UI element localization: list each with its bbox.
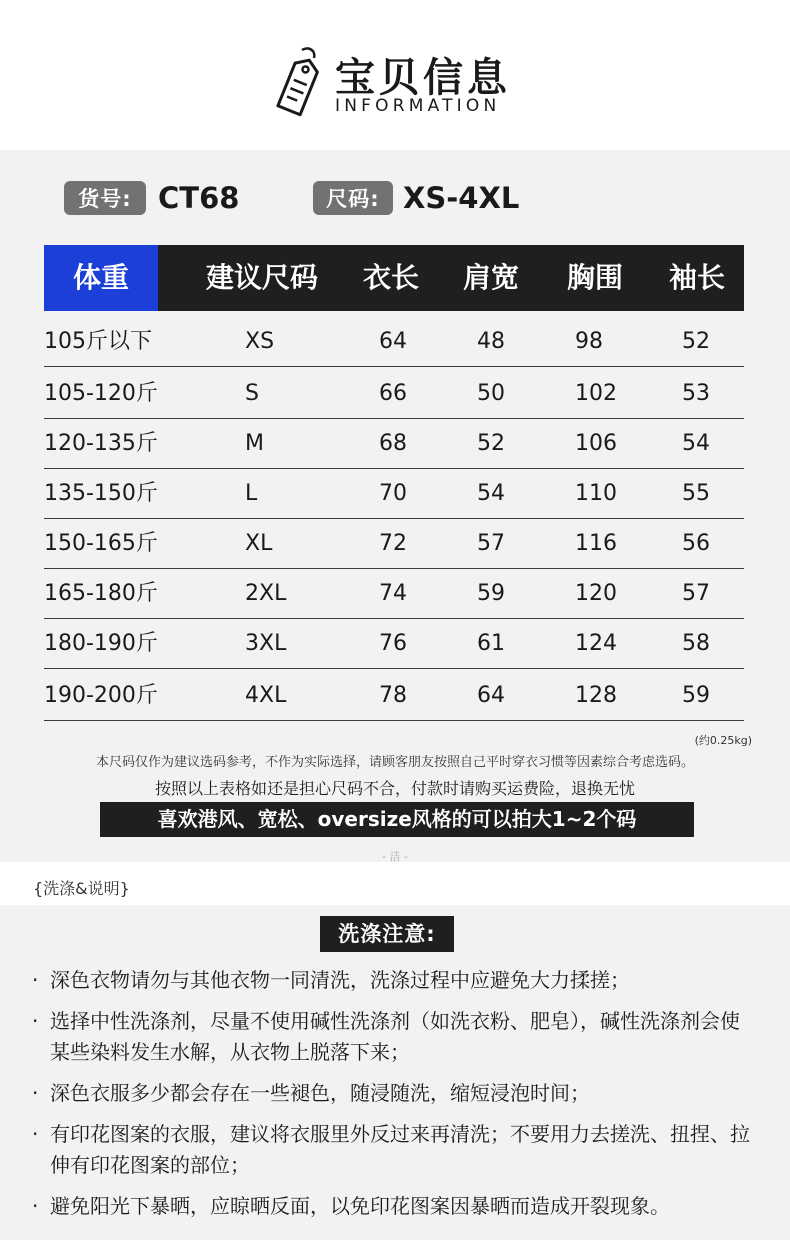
cell-shoulder: 64 bbox=[477, 683, 505, 708]
cell-size: M bbox=[245, 431, 264, 456]
cell-sleeve: 53 bbox=[682, 381, 710, 406]
cell-length: 64 bbox=[379, 329, 407, 354]
cell-shoulder: 50 bbox=[477, 381, 505, 406]
cell-chest: 98 bbox=[575, 329, 603, 354]
cell-shoulder: 61 bbox=[477, 631, 505, 656]
cell-length: 68 bbox=[379, 431, 407, 456]
cell-sleeve: 59 bbox=[682, 683, 710, 708]
table-row bbox=[44, 569, 744, 619]
wash-item-text: 深色衣物请勿与其他衣物一同清洗，洗涤过程中应避免大力揉搓； bbox=[50, 968, 630, 992]
cell-chest: 110 bbox=[575, 481, 617, 506]
wash-list bbox=[28, 965, 758, 1232]
oversize-banner: 喜欢港风、宽松、oversize风格的可以拍大1~2个码 bbox=[100, 802, 694, 837]
table-row bbox=[44, 317, 744, 367]
cell-sleeve: 58 bbox=[682, 631, 710, 656]
header-size: 建议尺码 bbox=[205, 261, 318, 294]
size-section bbox=[0, 150, 790, 862]
page-subtitle: INFORMATION bbox=[335, 96, 501, 116]
cell-chest: 102 bbox=[575, 381, 617, 406]
wash-item-text: 有印花图案的衣服，建议将衣服里外反过来再清洗；不要用力去搓洗、扭捏、拉伸有印花图案的部位； bbox=[50, 1122, 750, 1177]
list-item bbox=[28, 1119, 758, 1181]
cell-sleeve: 57 bbox=[682, 581, 710, 606]
header bbox=[0, 0, 790, 150]
table-row bbox=[44, 671, 744, 721]
list-item bbox=[28, 1078, 758, 1109]
header-weight: 体重 bbox=[44, 245, 158, 311]
wash-item-text: 选择中性洗涤剂，尽量不使用碱性洗涤剂（如洗衣粉、肥皂），碱性洗涤剂会使某些染料发生水解，从衣物上脱落下来； bbox=[50, 1009, 740, 1064]
cell-length: 72 bbox=[379, 531, 407, 556]
insurance-text: 按照以上表格如还是担心尺码不合，付款时请购买运费险，退换无忧 bbox=[154, 779, 635, 798]
cell-shoulder: 59 bbox=[477, 581, 505, 606]
cell-shoulder: 57 bbox=[477, 531, 505, 556]
wash-section-label: {洗涤&说明} bbox=[33, 879, 130, 898]
section-divider: - 洁 - bbox=[382, 850, 408, 863]
cell-sleeve: 52 bbox=[682, 329, 710, 354]
cell-length: 76 bbox=[379, 631, 407, 656]
page-title: 宝贝信息 bbox=[335, 55, 511, 101]
cell-chest: 128 bbox=[575, 683, 617, 708]
cell-shoulder: 54 bbox=[477, 481, 505, 506]
size-range-label: 尺码: bbox=[313, 181, 393, 215]
cell-length: 70 bbox=[379, 481, 407, 506]
cell-size: 4XL bbox=[245, 683, 287, 708]
bullet: · bbox=[32, 968, 39, 992]
cell-weight: 105-120斤 bbox=[44, 381, 158, 406]
size-range-value: XS-4XL bbox=[403, 181, 520, 215]
wash-item-text: 深色衣服多少都会存在一些褪色，随浸随洗，缩短浸泡时间； bbox=[50, 1081, 590, 1105]
wash-section bbox=[0, 905, 790, 1240]
list-item bbox=[28, 1006, 758, 1068]
table-row bbox=[44, 419, 744, 469]
bullet: · bbox=[32, 1009, 39, 1033]
table-row bbox=[44, 469, 744, 519]
cell-chest: 106 bbox=[575, 431, 617, 456]
header-sleeve: 袖长 bbox=[668, 261, 725, 294]
table-row bbox=[44, 619, 744, 669]
cell-weight: 150-165斤 bbox=[44, 531, 158, 556]
cell-size: L bbox=[245, 481, 258, 506]
table-row bbox=[44, 369, 744, 419]
bullet: · bbox=[32, 1194, 39, 1218]
weight-note: (约0.25kg) bbox=[694, 734, 752, 747]
cell-size: XS bbox=[245, 329, 275, 354]
cell-weight: 135-150斤 bbox=[44, 481, 158, 506]
table-row bbox=[44, 519, 744, 569]
product-code-label: 货号: bbox=[64, 181, 146, 215]
cell-length: 74 bbox=[379, 581, 407, 606]
cell-length: 78 bbox=[379, 683, 407, 708]
size-table-header bbox=[44, 245, 744, 311]
cell-shoulder: 52 bbox=[477, 431, 505, 456]
list-item bbox=[28, 1191, 758, 1222]
cell-chest: 124 bbox=[575, 631, 617, 656]
cell-length: 66 bbox=[379, 381, 407, 406]
cell-weight: 180-190斤 bbox=[44, 631, 158, 656]
wash-title: 洗涤注意: bbox=[320, 916, 454, 952]
cell-size: 3XL bbox=[245, 631, 287, 656]
cell-weight: 165-180斤 bbox=[44, 581, 158, 606]
cell-size: 2XL bbox=[245, 581, 287, 606]
bullet: · bbox=[32, 1081, 39, 1105]
bullet: · bbox=[32, 1122, 39, 1146]
cell-weight: 190-200斤 bbox=[44, 683, 158, 708]
cell-sleeve: 56 bbox=[682, 531, 710, 556]
disclaimer-text: 本尺码仅作为建议选码参考，不作为实际选择，请顾客朋友按照自己平时穿衣习惯等因素综合考虑选码。 bbox=[95, 755, 694, 770]
cell-size: XL bbox=[245, 531, 273, 556]
header-chest: 胸围 bbox=[566, 261, 623, 294]
price-tag-icon bbox=[272, 46, 322, 118]
header-shoulder: 肩宽 bbox=[462, 261, 519, 294]
cell-sleeve: 54 bbox=[682, 431, 710, 456]
cell-weight: 120-135斤 bbox=[44, 431, 158, 456]
product-code-value: CT68 bbox=[158, 181, 240, 215]
cell-shoulder: 48 bbox=[477, 329, 505, 354]
cell-chest: 116 bbox=[575, 531, 617, 556]
cell-size: S bbox=[245, 381, 259, 406]
list-item bbox=[28, 965, 758, 996]
header-length: 衣长 bbox=[362, 261, 419, 294]
cell-weight: 105斤以下 bbox=[44, 329, 152, 354]
cell-chest: 120 bbox=[575, 581, 617, 606]
wash-item-text: 避免阳光下暴晒，应晾晒反面，以免印花图案因暴晒而造成开裂现象。 bbox=[50, 1194, 670, 1218]
cell-sleeve: 55 bbox=[682, 481, 710, 506]
